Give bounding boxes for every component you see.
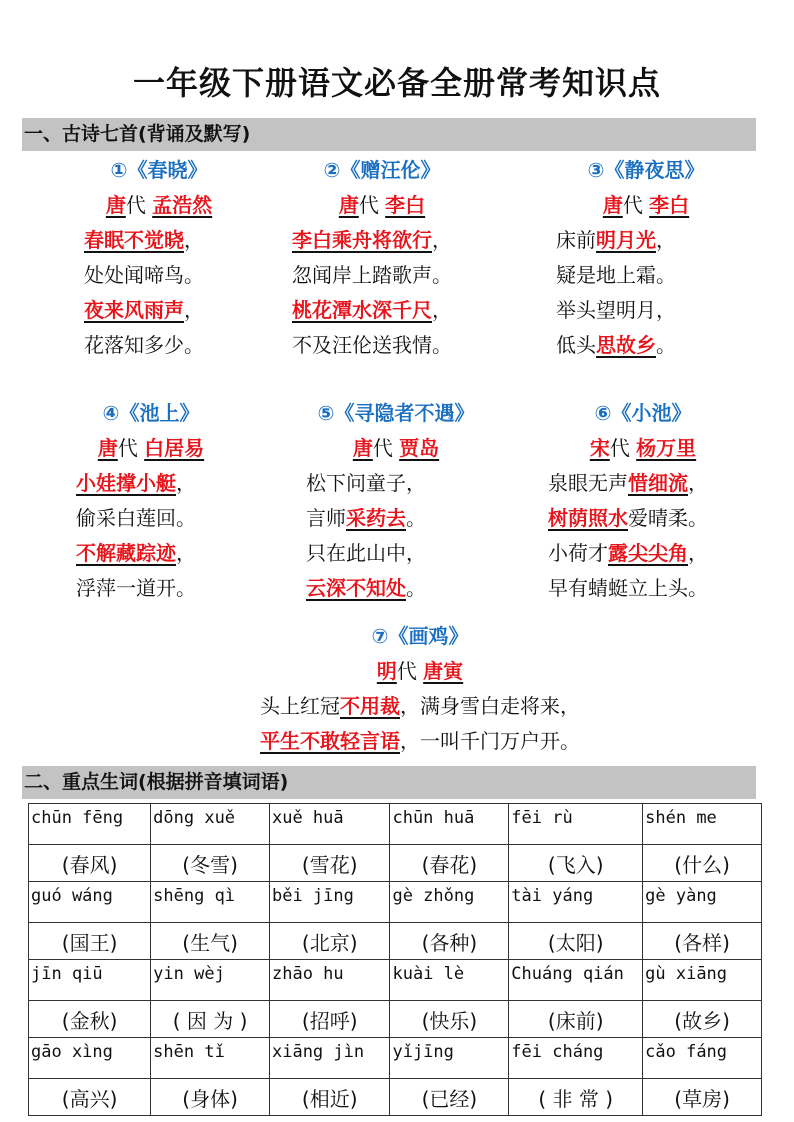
- text-segment: ，满身雪白走将来，: [400, 694, 580, 718]
- poem-line: [76, 466, 226, 501]
- poem-line: [76, 501, 226, 536]
- text-segment: ，: [688, 471, 708, 495]
- poem-title: ④《池上》: [102, 401, 200, 425]
- text-segment: 泉眼无声: [548, 471, 628, 495]
- pinyin-cell: shēng qì: [151, 882, 270, 923]
- highlighted-text: 李白: [649, 193, 690, 217]
- poem-line: [548, 571, 738, 606]
- poem-title: ⑤《寻隐者不遇》: [317, 401, 475, 425]
- pinyin-cell: chūn huā: [390, 804, 509, 845]
- text-segment: 花落知多少。: [84, 333, 204, 357]
- page-title: 一年级下册语文必备全册常考知识点: [132, 64, 661, 102]
- pinyin-cell: gāo xìng: [29, 1038, 151, 1079]
- poem-line: [548, 536, 738, 571]
- highlighted-text: 宋: [589, 436, 610, 460]
- pinyin-cell: xuě huā: [269, 804, 389, 845]
- highlighted-text: 树荫照水: [548, 506, 628, 530]
- text-segment: 爱晴柔。: [628, 506, 708, 530]
- pinyin-cell: zhāo hu: [269, 960, 389, 1001]
- pinyin-row: [29, 1038, 762, 1079]
- text-segment: 代: [372, 436, 400, 460]
- poem-line: [76, 536, 226, 571]
- poem-title: ③《静夜思》: [587, 158, 705, 182]
- text-segment: 松下问童子，: [306, 471, 426, 495]
- word-row: [29, 923, 762, 960]
- pinyin-row: [29, 960, 762, 1001]
- pinyin-cell: jīn qiū: [29, 960, 151, 1001]
- highlighted-text: 采药去: [346, 506, 406, 530]
- poem-line: [76, 571, 226, 606]
- highlighted-text: 唐: [352, 436, 373, 460]
- highlighted-text: 唐: [105, 193, 126, 217]
- text-segment: ，: [176, 541, 196, 565]
- text-segment: 不及汪伦送我情。: [292, 333, 452, 357]
- pinyin-cell: shēn tǐ: [151, 1038, 270, 1079]
- highlighted-text: 思故乡: [596, 333, 656, 357]
- poem-author: [548, 431, 738, 466]
- pinyin-cell: cǎo fáng: [643, 1038, 762, 1079]
- highlighted-text: 唐寅: [423, 659, 464, 683]
- text-segment: 代: [117, 436, 145, 460]
- pinyin-cell: fēi rù: [509, 804, 643, 845]
- poem: [556, 153, 736, 363]
- highlighted-text: 不解藏踪迹: [76, 541, 176, 565]
- poem-line: [556, 223, 736, 258]
- poem-line: [292, 223, 472, 258]
- text-segment: ，: [184, 228, 204, 252]
- word-cell: ( 非 常 ): [509, 1079, 643, 1116]
- highlighted-text: 惜细流: [628, 471, 688, 495]
- poem-line: [306, 466, 486, 501]
- text-segment: 代: [358, 193, 386, 217]
- text-segment: 代: [609, 436, 637, 460]
- text-segment: ，: [432, 228, 452, 252]
- pinyin-cell: gè zhǒng: [390, 882, 509, 923]
- poem-author: [84, 188, 234, 223]
- word-cell: (太阳): [509, 923, 643, 960]
- highlighted-text: 不用裁: [340, 694, 400, 718]
- poem-line: [306, 501, 486, 536]
- text-segment: 言师: [306, 506, 346, 530]
- poem-line: [292, 328, 472, 363]
- text-segment: 头上红冠: [260, 694, 340, 718]
- poem: [548, 396, 738, 606]
- poem-title: ⑦《画鸡》: [371, 624, 469, 648]
- pinyin-cell: chūn fēng: [29, 804, 151, 845]
- highlighted-text: 唐: [97, 436, 118, 460]
- word-cell: (国王): [29, 923, 151, 960]
- word-cell: (雪花): [269, 845, 389, 882]
- vocabulary-table: [28, 803, 762, 1116]
- text-segment: 偷采白莲回。: [76, 506, 196, 530]
- text-segment: ，一叫千门万户开。: [400, 729, 580, 753]
- word-cell: (什么): [643, 845, 762, 882]
- word-row: [29, 1001, 762, 1038]
- highlighted-text: 春眠不觉晓: [84, 228, 184, 252]
- word-cell: (故乡): [643, 1001, 762, 1038]
- poem-author: [76, 431, 226, 466]
- text-segment: ，: [688, 541, 708, 565]
- highlighted-text: 贾岛: [399, 436, 440, 460]
- word-cell: ( 因 为 ): [151, 1001, 270, 1038]
- pinyin-cell: fēi cháng: [509, 1038, 643, 1079]
- text-segment: 早有蜻蜓立上头。: [548, 576, 708, 600]
- text-segment: 代: [622, 193, 650, 217]
- word-cell: (床前): [509, 1001, 643, 1038]
- word-cell: (草房): [643, 1079, 762, 1116]
- highlighted-text: 白居易: [144, 436, 205, 460]
- poem-line: [556, 293, 736, 328]
- poem-line: [292, 258, 472, 293]
- word-cell: (生气): [151, 923, 270, 960]
- pinyin-cell: tài yáng: [509, 882, 643, 923]
- poem-line: [306, 571, 486, 606]
- poem: [220, 619, 620, 759]
- poem-author: [220, 654, 620, 689]
- text-segment: 浮萍一道开。: [76, 576, 196, 600]
- word-cell: (各种): [390, 923, 509, 960]
- highlighted-text: 唐: [602, 193, 623, 217]
- text-segment: 代: [396, 659, 424, 683]
- highlighted-text: 明月光: [596, 228, 656, 252]
- word-cell: (春花): [390, 845, 509, 882]
- poem-line: [220, 724, 620, 759]
- text-segment: 。: [656, 333, 676, 357]
- highlighted-text: 桃花潭水深千尺: [292, 298, 432, 322]
- poem-author: [292, 188, 472, 223]
- highlighted-text: 平生不敢轻言语: [260, 729, 400, 753]
- poem-line: [84, 258, 234, 293]
- pinyin-row: [29, 804, 762, 845]
- text-segment: 举头望明月，: [556, 298, 676, 322]
- text-segment: 代: [125, 193, 153, 217]
- word-row: [29, 1079, 762, 1116]
- poem-line: [220, 689, 620, 724]
- pinyin-cell: Chuáng qián: [509, 960, 643, 1001]
- text-segment: 小荷才: [548, 541, 608, 565]
- pinyin-cell: yǐjīng: [390, 1038, 509, 1079]
- pinyin-cell: gù xiāng: [643, 960, 762, 1001]
- word-cell: (高兴): [29, 1079, 151, 1116]
- highlighted-text: 云深不知处: [306, 576, 406, 600]
- pinyin-cell: yin wèj: [151, 960, 270, 1001]
- pinyin-cell: guó wáng: [29, 882, 151, 923]
- section-heading-poems: 一、古诗七首(背诵及默写): [22, 118, 756, 151]
- pinyin-cell: běi jīng: [269, 882, 389, 923]
- poem-line: [556, 328, 736, 363]
- pinyin-cell: xiāng jìn: [269, 1038, 389, 1079]
- word-cell: (春风): [29, 845, 151, 882]
- text-segment: 忽闻岸上踏歌声。: [292, 263, 452, 287]
- poem-author: [556, 188, 736, 223]
- pinyin-cell: gè yàng: [643, 882, 762, 923]
- word-cell: (身体): [151, 1079, 270, 1116]
- highlighted-text: 李白: [385, 193, 426, 217]
- poem-title: ②《赠汪伦》: [323, 158, 441, 182]
- poem: [292, 153, 472, 363]
- poem-line: [548, 466, 738, 501]
- word-cell: (北京): [269, 923, 389, 960]
- text-segment: 。: [406, 506, 426, 530]
- pinyin-row: [29, 882, 762, 923]
- poem-author: [306, 431, 486, 466]
- text-segment: 。: [406, 576, 426, 600]
- poem-line: [292, 293, 472, 328]
- poem: [306, 396, 486, 606]
- poem-line: [84, 328, 234, 363]
- poem: [84, 153, 234, 363]
- text-segment: ，: [176, 471, 196, 495]
- highlighted-text: 李白乘舟将欲行: [292, 228, 432, 252]
- word-row: [29, 845, 762, 882]
- poem-line: [84, 223, 234, 258]
- text-segment: ，: [184, 298, 204, 322]
- word-cell: (金秋): [29, 1001, 151, 1038]
- word-cell: (相近): [269, 1079, 389, 1116]
- text-segment: 只在此山中，: [306, 541, 426, 565]
- word-cell: (招呼): [269, 1001, 389, 1038]
- text-segment: 低头: [556, 333, 596, 357]
- highlighted-text: 杨万里: [636, 436, 697, 460]
- poem: [76, 396, 226, 606]
- text-segment: ，: [432, 298, 452, 322]
- highlighted-text: 露尖尖角: [608, 541, 688, 565]
- highlighted-text: 夜来风雨声: [84, 298, 184, 322]
- poem-line: [548, 501, 738, 536]
- highlighted-text: 唐: [338, 193, 359, 217]
- poem-line: [84, 293, 234, 328]
- word-cell: (冬雪): [151, 845, 270, 882]
- word-cell: (已经): [390, 1079, 509, 1116]
- highlighted-text: 孟浩然: [152, 193, 213, 217]
- word-cell: (各样): [643, 923, 762, 960]
- pinyin-cell: dōng xuě: [151, 804, 270, 845]
- pinyin-cell: shén me: [643, 804, 762, 845]
- poem-line: [556, 258, 736, 293]
- section-heading-words: 二、重点生词(根据拼音填词语): [22, 766, 756, 799]
- highlighted-text: 明: [376, 659, 397, 683]
- text-segment: ，: [656, 228, 676, 252]
- poem-line: [306, 536, 486, 571]
- text-segment: 床前: [556, 228, 596, 252]
- word-cell: (快乐): [390, 1001, 509, 1038]
- poem-title: ①《春晓》: [110, 158, 208, 182]
- poem-title: ⑥《小池》: [594, 401, 692, 425]
- text-segment: 疑是地上霜。: [556, 263, 676, 287]
- word-cell: (飞入): [509, 845, 643, 882]
- highlighted-text: 小娃撑小艇: [76, 471, 176, 495]
- text-segment: 处处闻啼鸟。: [84, 263, 204, 287]
- pinyin-cell: kuài lè: [390, 960, 509, 1001]
